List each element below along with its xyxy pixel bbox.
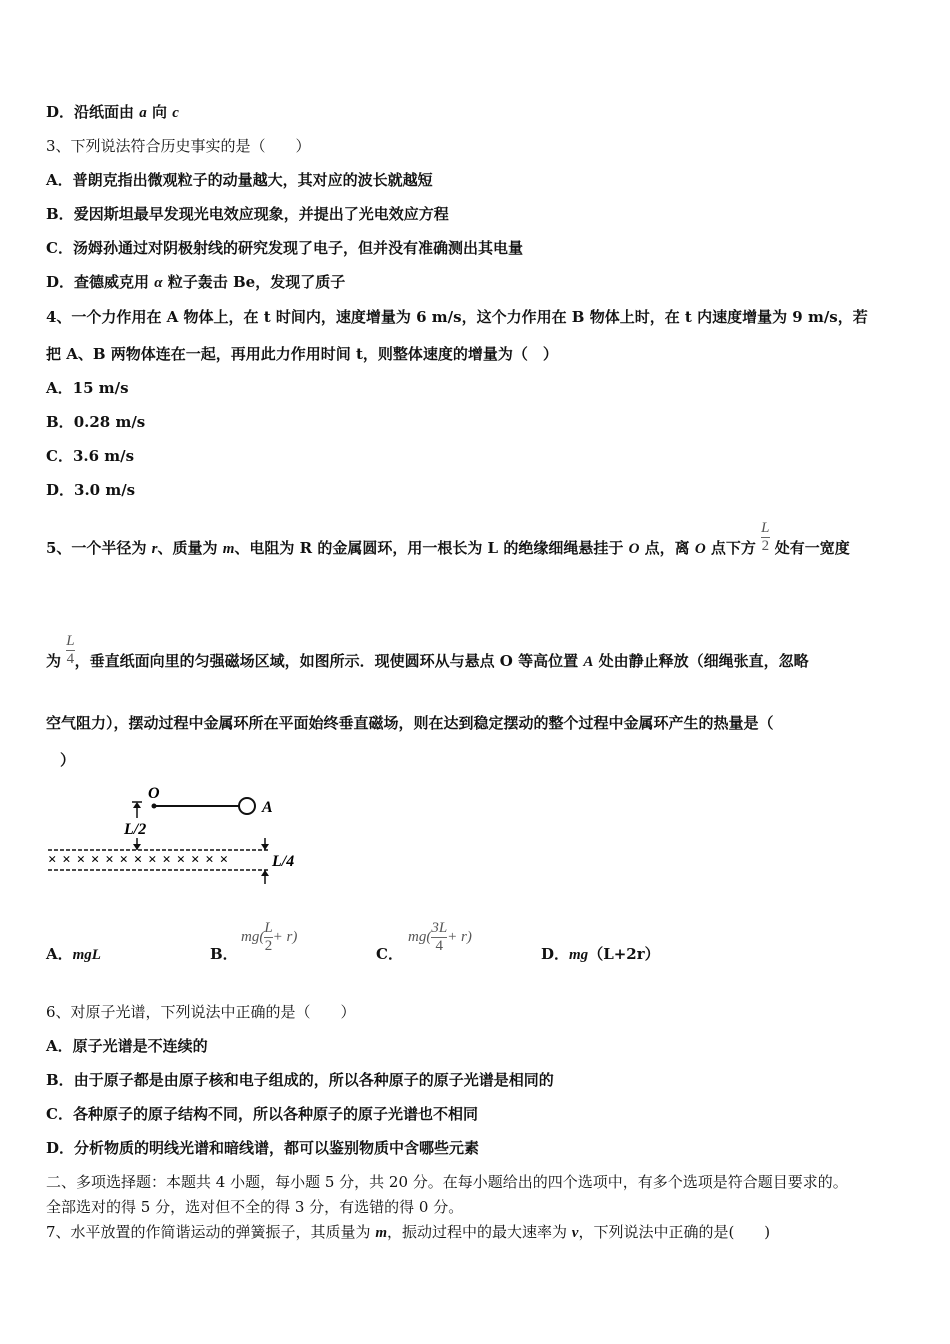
fraction-l-over-2: $\frac{L}{2}$ <box>761 519 770 554</box>
q6-option-a: A．原子光谱是不连续的 <box>46 1037 208 1055</box>
arrow-up-icon <box>261 870 269 876</box>
q6-option-c: C．各种原子的原子结构不同，所以各种原子的原子光谱也不相同 <box>46 1105 478 1123</box>
q3-option-b: B．爱因斯坦最早发现光电效应现象，并提出了光电效应方程 <box>46 205 449 223</box>
q5-option-b-formula: mg( $\frac{L}{2}$ + r) <box>241 920 298 954</box>
q5-option-c-formula: mg( $\frac{3L}{4}$ + r) <box>408 920 472 954</box>
q5-option-d: D．mg（L+2r） <box>541 945 660 963</box>
q6-option-d: D．分析物质的明线光谱和暗线谱，都可以鉴别物质中含哪些元素 <box>46 1139 480 1157</box>
label-o: O <box>148 785 160 802</box>
q2-option-d: D．沿纸面由 a 向 c <box>46 103 179 121</box>
q5-option-a: A．mgL <box>46 945 101 963</box>
metal-ring <box>239 798 255 814</box>
q5-option-c: C． <box>376 945 403 963</box>
q4-option-c: C．3.6 m/s <box>46 447 135 465</box>
arrow-down-icon <box>261 844 269 850</box>
q6-option-b: B．由于原子都是由原子核和电子组成的，所以各种原子的原子光谱是相同的 <box>46 1071 554 1089</box>
q4-stem-line1: 4、一个力作用在 A 物体上，在 t 时间内，速度增量为 6 m/s，这个力作用在 B 物体上时，在 t 内速度增量为 9 m/s，若 <box>46 308 868 326</box>
q7-stem: 7、水平放置的作简谐运动的弹簧振子，其质量为 m，振动过程中的最大速率为 v，下列说法中正确的是( ) <box>46 1223 771 1241</box>
section2-heading-line2: 全部选对的得 5 分，选对但不全的得 3 分，有选错的得 0 分。 <box>46 1198 464 1216</box>
q5-stem-line1: 5、一个半径为 r、质量为 m、电阻为 R 的金属圆环，用一根长为 L 的绝缘细绳悬挂于 O 点，离 O 点下方 $\frac{L}{2}$ 处有一宽度 <box>46 519 850 557</box>
label-a: A <box>262 799 273 816</box>
q3-stem: 3、下列说法符合历史事实的是（ ） <box>46 137 311 155</box>
q5-stem-line3: 空气阻力），摆动过程中金属环所在平面始终垂直磁场，则在达到稳定摆动的整个过程中金属环产生的热量是（ <box>46 714 774 732</box>
q5-stem-line4: ） <box>60 751 76 769</box>
q5-option-b: B． <box>210 945 238 963</box>
q4-option-d: D．3.0 m/s <box>46 481 136 499</box>
q3-option-d: D．查德威克用 α 粒子轰击 Be，发现了质子 <box>46 273 346 291</box>
q3-option-c: C．汤姆孙通过对阴极射线的研究发现了电子，但并没有准确测出其电量 <box>46 239 523 257</box>
q5-stem-line2: 为 $\frac{L}{4}$ ，垂直纸面向里的匀强磁场区域，如图所示．现使圆环从与悬点 O 等高位置 A 处由静止释放（细绳张直，忽略 <box>46 632 809 670</box>
fraction-l-over-4: $\frac{L}{4}$ <box>66 632 75 667</box>
pendulum-figure <box>44 780 314 890</box>
q4-option-a: A．15 m/s <box>46 379 129 397</box>
arrow-down-icon <box>133 844 141 850</box>
q4-option-b: B．0.28 m/s <box>46 413 146 431</box>
q6-stem: 6、对原子光谱，下列说法中正确的是（ ） <box>46 1003 356 1021</box>
magnetic-field-crosses: × × × × × × × × × × × × × <box>48 852 230 868</box>
label-l2: L/2 <box>124 821 147 838</box>
arrow-up-icon <box>133 802 141 808</box>
section2-heading-line1: 二、多项选择题：本题共 4 小题，每小题 5 分，共 20 分。在每小题给出的四个选项中，有多个选项是符合题目要求的。 <box>46 1173 848 1191</box>
q3-option-a: A．普朗克指出微观粒子的动量越大，其对应的波长就越短 <box>46 171 433 189</box>
q4-stem-line2: 把 A、B 两物体连在一起，再用此力作用时间 t，则整体速度的增量为（ ） <box>46 345 558 363</box>
label-l4: L/4 <box>272 853 295 870</box>
